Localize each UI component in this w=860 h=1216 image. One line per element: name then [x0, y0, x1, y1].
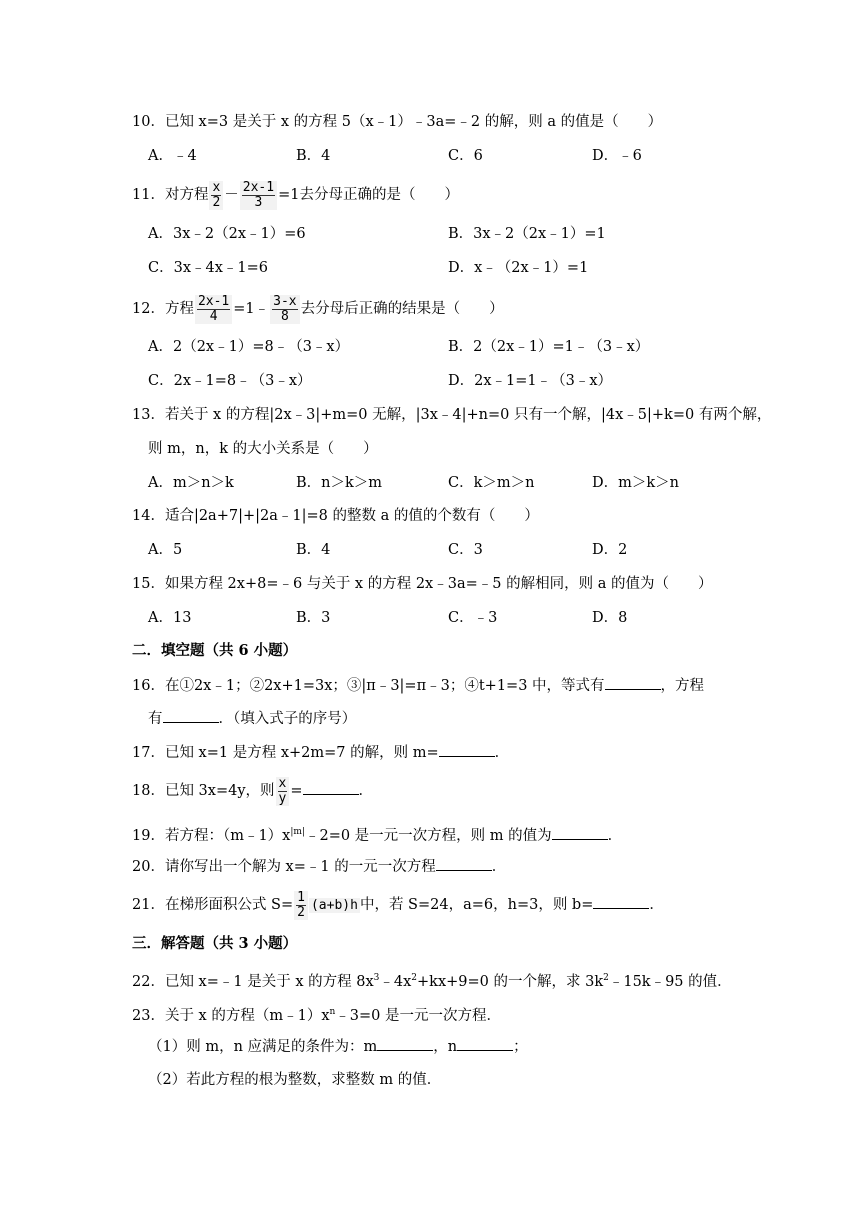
- q13-option-d: D．m＞k＞n: [592, 475, 679, 491]
- q17-text: 17．已知 x=1 是方程 x+2m=7 的解，则 m=: [132, 745, 439, 761]
- question-17: [132, 742, 509, 763]
- q23-exponent: n: [329, 1007, 336, 1017]
- fraction-numerator: x: [278, 775, 287, 791]
- q16-text-a: 16．在①2x﹣1；②2x+1=3x；③|π﹣3|=π﹣3；④t+1=3 中，等式有: [132, 678, 605, 694]
- q19-text-2: ﹣2=0 是一元一次方程，则 m 的值为: [304, 827, 552, 844]
- q14-option-c: C．3: [448, 542, 483, 558]
- q11-option-c: C．3x﹣4x﹣1=6: [148, 260, 268, 276]
- q22-text-2: ﹣4x: [379, 973, 412, 990]
- question-10: [132, 112, 662, 132]
- answer-blank[interactable]: [439, 742, 495, 757]
- fraction-denominator: 2: [212, 194, 221, 210]
- question-16-line-1: [132, 675, 704, 696]
- fraction-denominator: y: [278, 790, 287, 806]
- q15-option-a: A．13: [148, 610, 192, 626]
- question-21: [132, 890, 664, 921]
- q12-fraction-1: [195, 295, 232, 324]
- question-23-part-2: （2）若此方程的根为整数，求整数 m 的值．: [148, 1072, 442, 1088]
- q23-part-1-text: （1）则 m，n 应满足的条件为：m: [148, 1039, 378, 1055]
- question-10-text: 10．已知 x=3 是关于 x 的方程 5（x﹣1）﹣3a=﹣2 的解，则 a 的值是（ ）: [132, 114, 663, 130]
- q11-prefix: 11．对方程: [132, 187, 209, 203]
- answer-blank[interactable]: [377, 1036, 433, 1051]
- question-13-line-2: 则 m，n，k 的大小关系是（ ）: [148, 441, 378, 457]
- q12-option-d: D．2x﹣1=1﹣（3﹣x）: [448, 373, 613, 389]
- question-18: [132, 776, 373, 806]
- q12-option-b: B．2（2x﹣1）=1﹣（3﹣x）: [448, 339, 650, 355]
- q21-end: ．: [649, 897, 664, 913]
- fraction-numerator: 2x-1: [197, 293, 230, 309]
- answer-blank[interactable]: [436, 856, 492, 871]
- answer-blank[interactable]: [552, 825, 608, 840]
- question-12: [132, 294, 504, 324]
- q16-text-d: ．（填入式子的序号）: [218, 711, 357, 727]
- q19-exponent: |m|: [290, 827, 305, 837]
- answer-blank[interactable]: [593, 894, 649, 909]
- question-23: [132, 1002, 501, 1026]
- q23-part-1-end: ；: [513, 1039, 528, 1055]
- q23-text-2: ﹣3=0 是一元一次方程．: [335, 1007, 502, 1024]
- answer-blank[interactable]: [605, 675, 661, 690]
- q22-text: 22．已知 x=﹣1 是关于 x 的方程 8x: [132, 973, 374, 990]
- section-3-heading: 三．解答题（共 3 小题）: [132, 935, 298, 952]
- fraction-numerator: 1: [297, 889, 305, 905]
- q22-exponent: 2: [603, 973, 609, 983]
- answer-blank[interactable]: [303, 780, 359, 795]
- q20-text: 20．请你写出一个解为 x=﹣1 的一元一次方程: [132, 859, 436, 875]
- question-16-line-2: [148, 708, 356, 729]
- answer-blank[interactable]: [163, 708, 219, 723]
- question-14: 14．适合|2a+7|+|2a﹣1|=8 的整数 a 的值的个数有（ ）: [132, 508, 539, 524]
- q12-operator: =1﹣: [233, 301, 270, 317]
- q11-operator: －: [224, 187, 239, 203]
- q12-fraction-2: [270, 295, 299, 324]
- q11-fraction-2: [240, 181, 277, 210]
- question-11: [132, 180, 459, 210]
- q22-text-4: ﹣15k﹣95 的值．: [608, 973, 732, 990]
- q21-text: 21．在梯形面积公式 S=: [132, 897, 294, 913]
- q23-text: 23．关于 x 的方程（m﹣1）x: [132, 1007, 330, 1024]
- q14-option-d: D．2: [592, 542, 628, 558]
- question-15: 15．如果方程 2x+8=﹣6 与关于 x 的方程 2x﹣3a=﹣5 的解相同，则 a 的值为（ ）: [132, 576, 713, 592]
- fraction-numerator: 2x-1: [242, 179, 275, 195]
- q10-option-c: C．6: [448, 148, 483, 164]
- q16-text-b: ，方程: [660, 678, 705, 694]
- q11-fraction-1: [209, 181, 223, 210]
- q16-text-c: 有: [148, 711, 163, 727]
- q22-exponent: 3: [373, 973, 380, 983]
- q18-text: 18．已知 3x=4y，则: [132, 783, 275, 799]
- q21-text-2: 中，若 S=24，a=6，h=3，则 b=: [359, 897, 594, 913]
- q13-option-b: B．n＞k＞m: [296, 475, 383, 491]
- fraction-denominator: 2: [297, 904, 305, 920]
- q18-end: ．: [358, 783, 374, 799]
- q21-expression: (a+b)h: [310, 898, 358, 913]
- q12-prefix: 12．方程: [132, 301, 194, 317]
- q22-text-3: +kx+9=0 的一个解，求 3k: [417, 973, 604, 990]
- fraction-numerator: 3-x: [273, 293, 297, 309]
- q12-suffix: 去分母后正确的结果是（ ）: [300, 301, 504, 317]
- fraction-denominator: 4: [209, 308, 218, 324]
- question-22: [132, 968, 732, 992]
- q13-option-c: C．k＞m＞n: [448, 475, 535, 491]
- fraction-denominator: 3: [254, 194, 263, 210]
- question-13-line-1: 13．若关于 x 的方程|2x﹣3|+m=0 无解，|3x﹣4|+n=0 只有一个解，|4x﹣5|+k=0 有两个解，: [132, 407, 772, 423]
- q11-option-b: B．3x﹣2（2x﹣1）=1: [448, 226, 606, 242]
- q21-fraction: [294, 891, 308, 920]
- question-23-part-1: [148, 1036, 528, 1057]
- q13-option-a: A．m＞n＞k: [148, 475, 234, 491]
- q19-end: ．: [607, 827, 623, 844]
- question-19: [132, 822, 622, 846]
- q15-option-b: B．3: [296, 610, 331, 626]
- q18-fraction: [276, 777, 290, 806]
- q10-option-d: D．﹣6: [592, 148, 642, 164]
- q15-option-d: D．8: [592, 610, 628, 626]
- q11-suffix: =1去分母正确的是（ ）: [278, 187, 459, 203]
- fraction-numerator: x: [212, 179, 221, 195]
- q14-option-a: A．5: [148, 542, 183, 558]
- q11-option-a: A．3x﹣2（2x﹣1）=6: [148, 226, 306, 242]
- q11-option-d: D．x﹣（2x﹣1）=1: [448, 260, 589, 276]
- q20-end: ．: [491, 859, 507, 875]
- answer-blank[interactable]: [457, 1036, 513, 1051]
- q15-option-c: C．﹣3: [448, 610, 498, 626]
- q10-option-b: B．4: [296, 148, 331, 164]
- section-2-heading: 二．填空题（共 6 小题）: [132, 642, 298, 659]
- q19-text: 19．若方程：（m﹣1）x: [132, 827, 291, 844]
- q17-end: ．: [494, 745, 510, 761]
- fraction-denominator: 8: [280, 308, 289, 324]
- q23-part-1-text-2: ，n: [433, 1039, 458, 1055]
- q22-exponent: 2: [411, 973, 418, 983]
- q12-option-c: C．2x﹣1=8﹣（3﹣x）: [148, 373, 312, 389]
- q12-option-a: A．2（2x﹣1）=8﹣（3﹣x）: [148, 339, 350, 355]
- q10-option-a: A．﹣4: [148, 148, 197, 164]
- question-20: [132, 856, 506, 877]
- q18-equals: =: [290, 783, 303, 799]
- q14-option-b: B．4: [296, 542, 331, 558]
